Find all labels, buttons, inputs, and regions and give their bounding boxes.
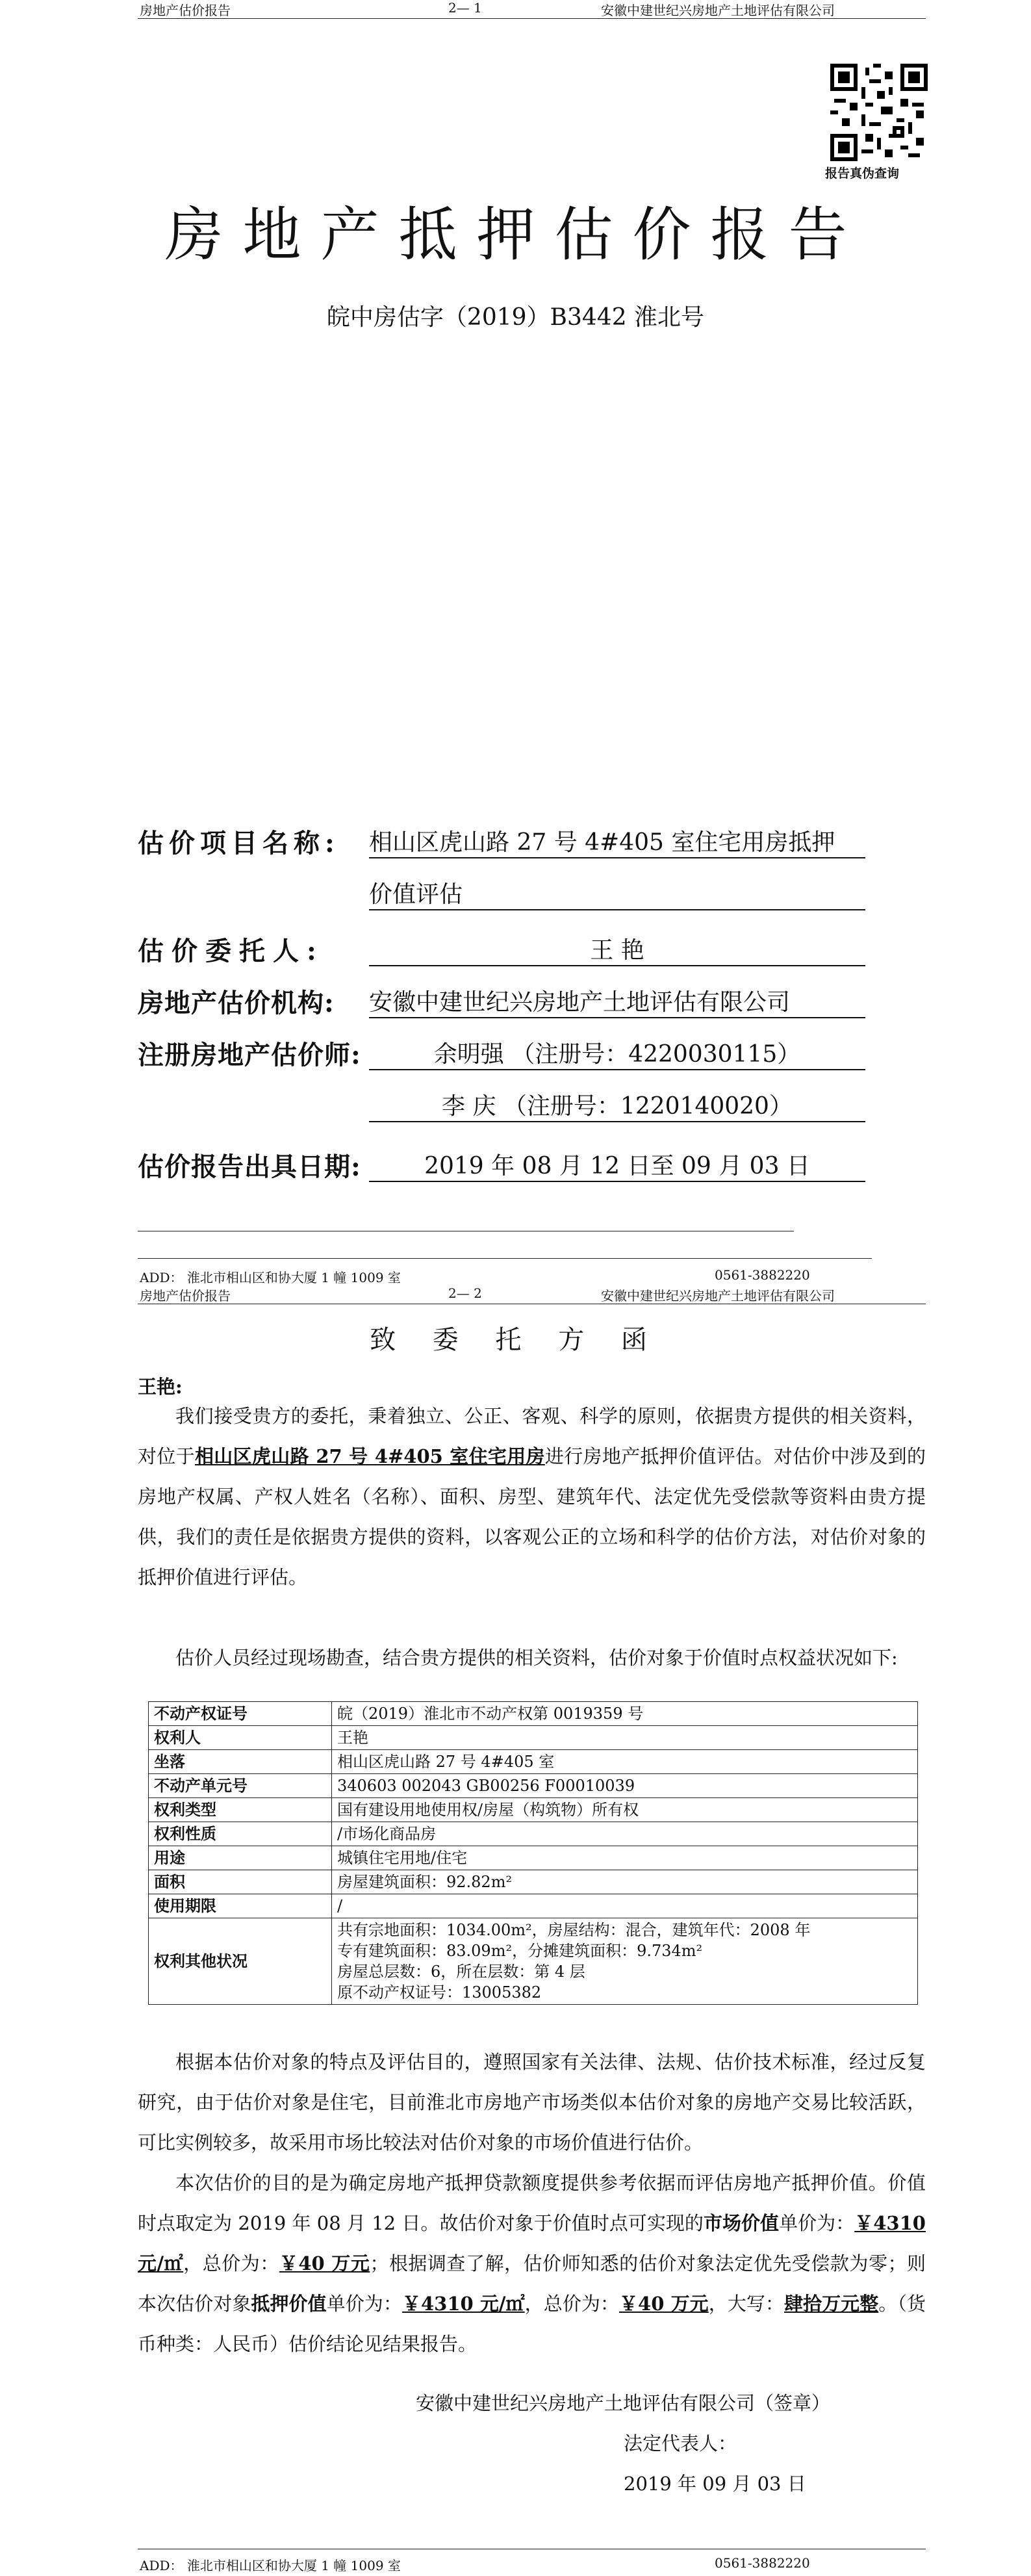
mortgage-total-price: ￥40 万元	[618, 2293, 709, 2315]
client-value: 王 艳	[369, 932, 865, 966]
rights-table-value-line: 专有建筑面积：83.09m²，分摊建筑面积：9.734m²	[337, 1942, 703, 1960]
rights-table-key: 坐落	[149, 1750, 332, 1774]
footer-phone: 0561-3882220	[715, 2555, 810, 2571]
rights-table-value	[332, 1750, 918, 1774]
rights-table-value	[332, 1870, 918, 1894]
qr-caption: 报告真伪查询	[825, 166, 900, 181]
rights-table	[148, 1701, 918, 2005]
p4-text-1: 本次估价的目的是为确定房地产抵押贷款额度提供参考依据而评估房地产抵押价值。价值时点取定为 2019 年 08 月 12 日。故估价对象于价值时点可实现的	[138, 2172, 926, 2234]
rights-table-row	[149, 1822, 918, 1846]
rights-table-row	[149, 1918, 918, 2005]
running-header-page-number: 2— 1	[448, 0, 482, 16]
paragraph-2: 估价人员经过现场勘查，结合贵方提供的相关资料，估价对象于价值时点权益状况如下:	[175, 1647, 898, 1669]
paragraph-4	[138, 2163, 926, 2364]
property-address: 相山区虎山路 27 号 4#405 室住宅用房	[194, 1445, 545, 1467]
footer-rule	[138, 1258, 872, 1259]
p4-text-2: 单价为：	[779, 2212, 855, 2234]
rights-table-row	[149, 1798, 918, 1822]
rights-table-value-line: /	[337, 1897, 343, 1915]
rights-table-value	[332, 1726, 918, 1750]
rights-table-value-line: 340603 002043 GB00256 F00010039	[337, 1777, 635, 1795]
running-header-page-number: 2— 2	[448, 1285, 482, 1301]
rights-table-key: 不动产单元号	[149, 1774, 332, 1798]
rights-table-row	[149, 1870, 918, 1894]
rights-table-value	[332, 1918, 918, 2005]
p4-text-3: ，总价为：	[183, 2252, 279, 2274]
mortgage-unit-price: ￥4310 元/㎡	[401, 2293, 525, 2315]
rights-table-row	[149, 1726, 918, 1750]
rights-table-value-line: 房屋建筑面积：92.82m²	[337, 1873, 513, 1891]
p4-text-6: ，总价为：	[524, 2293, 619, 2315]
rights-table-value	[332, 1702, 918, 1726]
amount-in-words: 肆拾万元整	[783, 2293, 879, 2315]
p4-text-7: ，大写：	[708, 2293, 784, 2315]
mortgage-value-term: 抵押价值	[251, 2293, 327, 2315]
running-header-left: 房地产估价报告	[140, 3, 231, 18]
market-unit-price: ￥4310 元/㎡	[138, 2212, 926, 2274]
footer-address: ADD： 淮北市相山区和协大厦 1 幢 1009 室	[140, 2558, 401, 2573]
agency-value: 安徽中建世纪兴房地产土地评估有限公司	[369, 984, 865, 1018]
rights-table-row	[149, 1846, 918, 1870]
rights-table-key: 用途	[149, 1846, 332, 1870]
rights-table-value	[332, 1894, 918, 1918]
project-name-value-line2: 价值评估	[369, 876, 865, 910]
rights-table-row	[149, 1894, 918, 1918]
rights-table-key: 权利类型	[149, 1798, 332, 1822]
project-name-label: 估价项目名称:	[138, 828, 340, 858]
rights-table-value-line: 王艳	[337, 1729, 368, 1747]
rights-table-key: 面积	[149, 1870, 332, 1894]
running-header-right: 安徽中建世纪兴房地产土地评估有限公司	[601, 1288, 835, 1304]
salutation: 王艳:	[138, 1376, 183, 1398]
market-value-term: 市场价值	[703, 2212, 780, 2234]
paragraph-1	[138, 1396, 926, 1597]
rights-table-body	[149, 1702, 918, 2005]
rights-table-value-line: /市场化商品房	[337, 1825, 437, 1843]
rights-table-value-line: 皖（2019）淮北市不动产权第 0019359 号	[337, 1705, 644, 1723]
rights-table-key: 不动产权证号	[149, 1702, 332, 1726]
legal-representative-label: 法定代表人：	[624, 2432, 737, 2454]
report-date-value: 2019 年 08 月 12 日至 09 月 03 日	[369, 1148, 865, 1182]
agency-label: 房地产估价机构:	[138, 988, 335, 1018]
header-rule	[138, 18, 926, 19]
footer-phone: 0561-3882220	[715, 1267, 810, 1283]
client-label: 估价委托人:	[138, 936, 324, 966]
p4-text-5: 单价为：	[326, 2293, 402, 2315]
rights-table-key: 权利人	[149, 1726, 332, 1750]
report-date-label: 估价报告出具日期:	[138, 1152, 361, 1182]
rights-table-row	[149, 1750, 918, 1774]
rights-table-value-line: 相山区虎山路 27 号 4#405 室	[337, 1753, 555, 1771]
p4-text-4: ；根据调查了解，估价师知悉的估价对象法定优先受偿款为零；则本次估价对象	[138, 2252, 926, 2315]
signature-company: 安徽中建世纪兴房地产土地评估有限公司（签章）	[416, 2392, 831, 2414]
appraiser-label: 注册房地产估价师:	[138, 1040, 361, 1070]
rights-table-value	[332, 1774, 918, 1798]
rights-table-value-line: 原不动产权证号：13005382	[337, 1983, 542, 2002]
rights-table-value	[332, 1798, 918, 1822]
project-name-value-line1: 相山区虎山路 27 号 4#405 室住宅用房抵押	[369, 824, 865, 858]
paragraph-1-text-a: 我们接受贵方的委托，秉着独立、公正、客观、科学的原则，依据贵方提供的相关资料，对位于	[138, 1405, 926, 1467]
rights-table-value-line: 国有建设用地使用权/房屋（构筑物）所有权	[337, 1801, 639, 1819]
appraiser-1: 余明强 （注册号：4220030115）	[369, 1036, 865, 1070]
report-number: 皖中房估字（2019）B3442 淮北号	[326, 304, 705, 331]
rights-table-key: 权利性质	[149, 1822, 332, 1846]
rights-table-key: 权利其他状况	[149, 1918, 332, 2005]
rights-table-value	[332, 1846, 918, 1870]
market-total-price: ￥40 万元	[279, 2252, 370, 2274]
running-header-left: 房地产估价报告	[140, 1288, 231, 1304]
running-header-right: 安徽中建世纪兴房地产土地评估有限公司	[601, 3, 835, 18]
rights-table-key: 使用期限	[149, 1894, 332, 1918]
rights-table-value	[332, 1822, 918, 1846]
p4-text-8: 。（货币种类：人民币）估价结论见结果报告。	[138, 2293, 926, 2355]
rights-table-row	[149, 1774, 918, 1798]
rights-table-value-line: 房屋总层数：6，所在层数：第 4 层	[337, 1963, 585, 1981]
paragraph-1-text-b: 进行房地产抵押价值评估。对估价中涉及到的房地产权属、产权人姓名（名称）、面积、房型、建筑年代、法定优先受偿款等资料由贵方提供，我们的责任是依据贵方提供的资料，以客观公正的立场和科学的估价方法，对估价对象的抵押价值进行评估。	[138, 1445, 926, 1588]
letter-title: 致 委 托 方 函	[370, 1325, 661, 1355]
footer-address: ADD： 淮北市相山区和协大厦 1 幢 1009 室	[140, 1270, 401, 1285]
rights-table-row	[149, 1702, 918, 1726]
appraiser-2: 李 庆 （注册号：1220140020）	[369, 1088, 865, 1122]
qr-code-icon[interactable]	[830, 64, 928, 164]
rights-table-value-line: 共有宗地面积：1034.00m²，房屋结构：混合，建筑年代：2008 年	[337, 1921, 811, 1939]
report-title: 房地产抵押估价报告	[164, 201, 867, 269]
signature-date: 2019 年 09 月 03 日	[624, 2473, 806, 2495]
paragraph-3: 根据本估价对象的特点及评估目的，遵照国家有关法律、法规、估价技术标准，经过反复研究，由于估价对象是住宅，目前淮北市房地产市场类似本估价对象的房地产交易比较活跃，可比实例较多，故采用市场比较法对估价对象的市场价值进行估价。	[138, 2051, 926, 2154]
rights-table-value-line: 城镇住宅用地/住宅	[337, 1849, 468, 1867]
